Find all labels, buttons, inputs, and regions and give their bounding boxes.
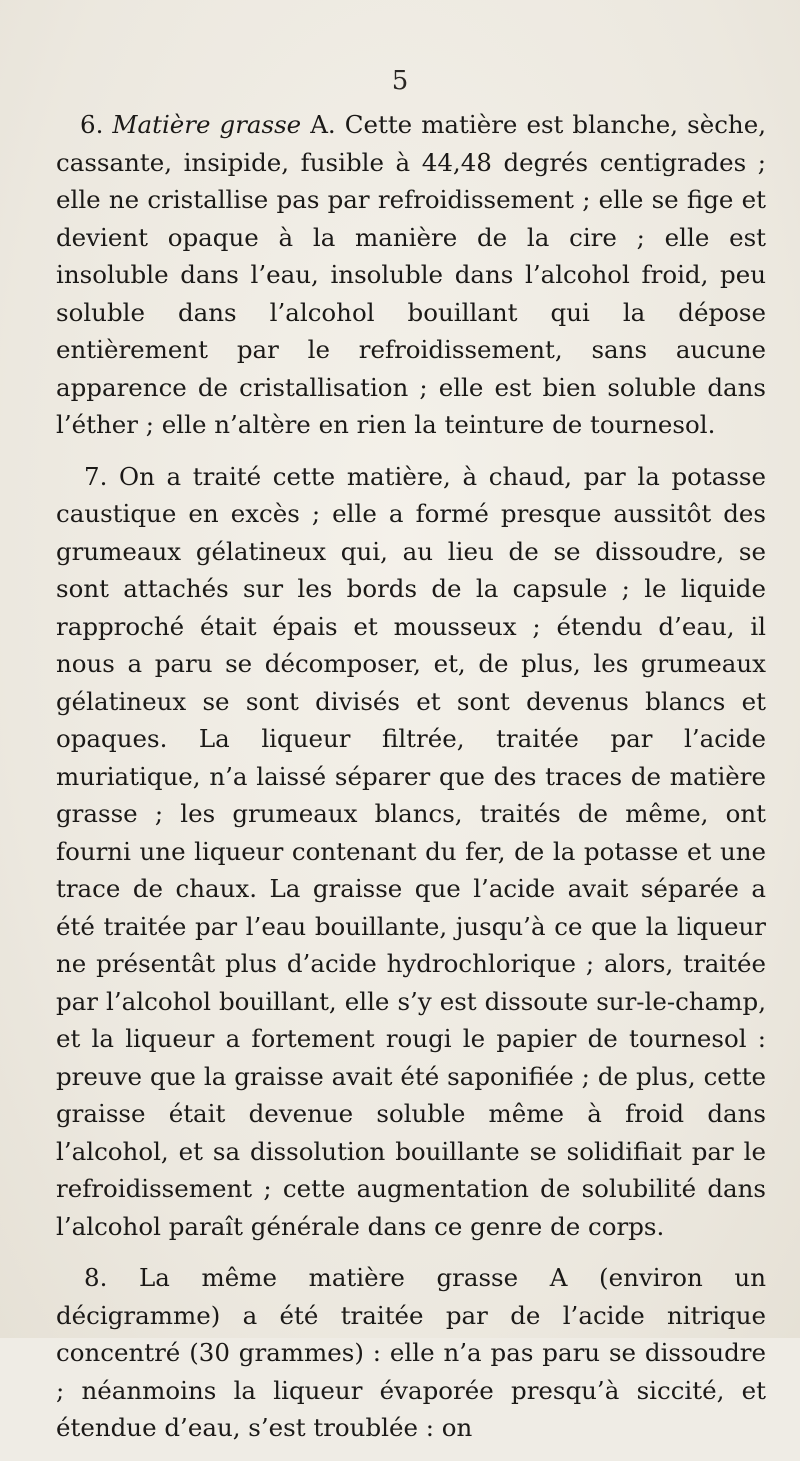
body-text bbox=[56, 106, 766, 1461]
paragraph-6 bbox=[56, 106, 766, 444]
paragraph-6-number: 6. bbox=[80, 110, 104, 139]
paragraph-8: 8. La même matière grasse A (environ un décigramme) a été traitée par de l’acide nitrique concentré (30 grammes) : elle n’a pas paru se dissoudre ; néanmoins la liqueur évaporée presqu’à siccité, et étendue d’eau, s’est troublée : on bbox=[56, 1263, 766, 1442]
page-number: 5 bbox=[391, 66, 409, 96]
paragraph-7: 7. On a traité cette matière, à chaud, par la potasse caustique en excès ; elle a formé presque aussitôt des grumeaux gélatineux qui, au lieu de se dissoudre, se sont attachés sur les bords de la capsule ; le liquide rapproché était épais et mousseux ; étendu d’eau, il nous a paru se décomposer, et, de plus, les grumeaux gélatineux se sont divisés et sont devenus blancs et opaques. La liqueur filtrée, traitée par l’acide muriatique, n’a laissé séparer que des traces de matière grasse ; les grumeaux blancs, traités de même, ont fourni une liqueur contenant du fer, de la potasse et une trace de chaux. La graisse que l’acide avait séparée a été traitée par l’eau bouillante, jusqu’à ce que la liqueur ne présentât plus d’acide hydrochlorique ; alors, traitée par l’alcohol bouillant, elle s’y est dissoute sur-le-champ, et la liqueur a fortement rougi le papier de tournesol : preuve que la graisse avait été saponifiée ; de plus, cette graisse était devenue soluble même à froid dans l’alcohol, et sa dissolution bouillante se solidifiait par le refroidissement ; cette augmentation de solubilité dans l’alcohol paraît générale dans ce genre de corps. bbox=[56, 461, 766, 1241]
paragraph-6-title: Matière grasse bbox=[112, 110, 302, 139]
paragraph-6-text: A. Cette matière est blanche, sèche, cassante, insipide, fusible à 44,48 degrés centigrades ; elle ne cristallise pas par refroidissement ; elle se fige et devient opaque à la manière de la cire ; elle est insoluble dans l’eau, insoluble dans l’alcohol froid, peu soluble dans l’alcohol bouillant qui la dépose entièrement par le refroidissement, sans aucune apparence de cristallisation ; elle est bien soluble dans l’éther ; elle n’altère en rien la teinture de tournesol. bbox=[56, 110, 766, 439]
